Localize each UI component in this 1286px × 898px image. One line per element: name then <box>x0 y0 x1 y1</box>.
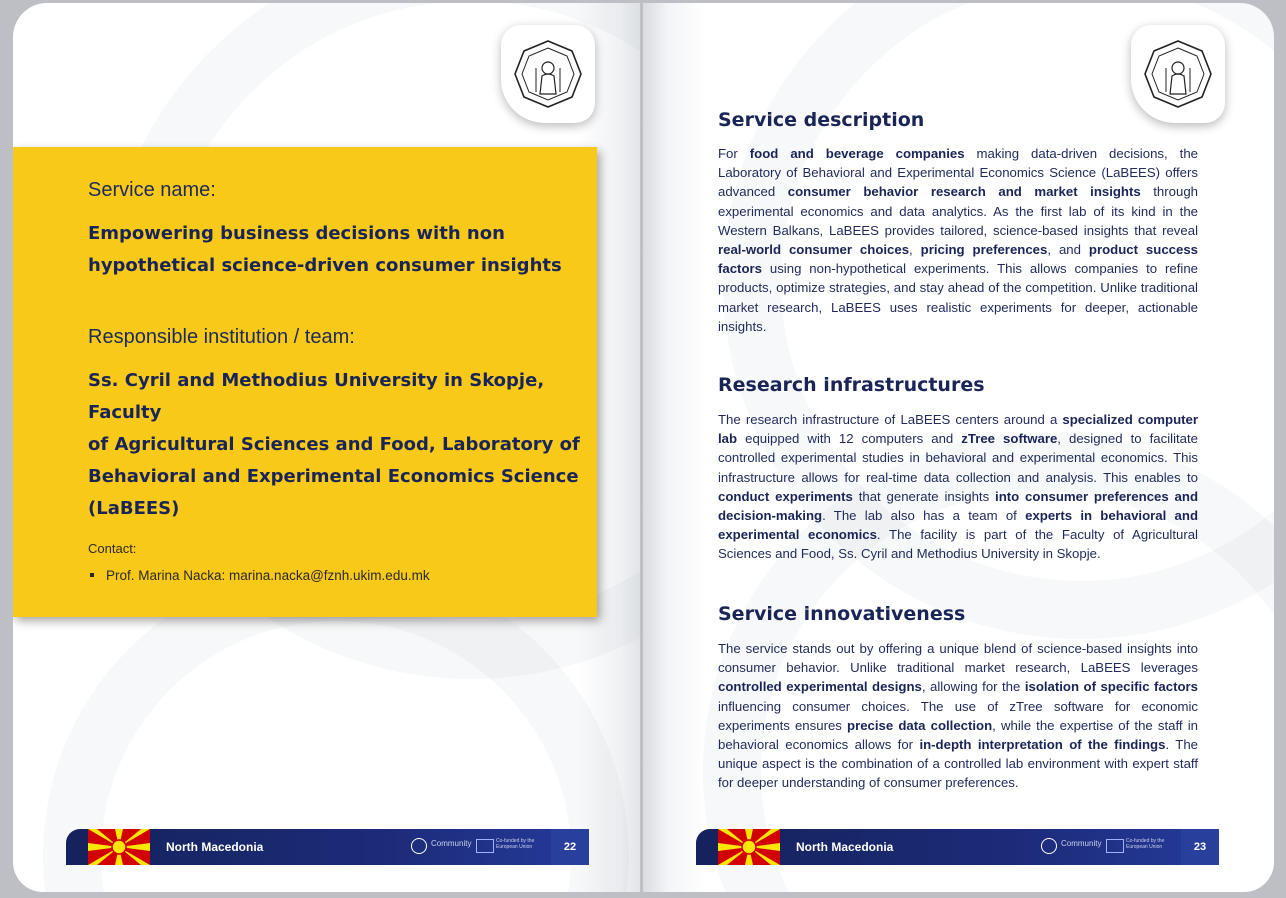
institution-label: Responsible institution / team: <box>88 326 355 348</box>
contact-label: Contact: <box>88 541 137 556</box>
right-page <box>643 3 1274 892</box>
page-number: 23 <box>1181 829 1219 865</box>
institution-line: (LaBEES) <box>88 498 180 519</box>
service-name-line: hypothetical science-driven consumer insights <box>88 255 562 276</box>
section-body: For food and beverage companies making data-driven decisions, the Laboratory of Behavioral and Experimental Economics Science (LaBEES) offers advanced consumer behavior research and market insights through experimental economics and data analytics. As the first lab of its kind in the Western Balkans, LaBEES provides tailored, science-based insights that reveal real-world consumer choices, pricing preferences, and product success factors using non-hypothetical experiments. This allows companies to refine products, optimize strategies, and stay ahead of the competition. Unlike traditional market research, LaBEES uses realistic experiments for deeper, actionable insights. <box>718 146 1198 334</box>
page-number: 22 <box>551 829 589 865</box>
service-name-label: Service name: <box>88 179 216 201</box>
service-name-line: Empowering business decisions with non <box>88 223 505 244</box>
eu-text-line: European Union <box>1126 844 1163 850</box>
left-page <box>13 3 640 892</box>
institution-line: Ss. Cyril and Methodius University in Skopje, Faculty <box>88 370 545 423</box>
service-name <box>88 218 562 282</box>
eu-text-line: Co-funded by the <box>496 838 535 844</box>
section-heading: Service innovativeness <box>718 603 966 625</box>
eu-text-line: European Union <box>496 844 533 850</box>
contact-text[interactable]: Prof. Marina Nacka: marina.nacka@fznh.ukim.edu.mk <box>106 568 430 583</box>
community-logo-icon <box>411 838 427 854</box>
eu-text-line: Co-funded by the <box>1126 838 1165 844</box>
university-logo-tab <box>501 25 595 123</box>
section-service-description <box>718 109 1198 336</box>
section-body: The service stands out by offering a unique blend of science-based insights into consumer behavior. Unlike traditional market research, LaBEES leverages controlled experimental designs, allowing for the isolation of specific factors influencing consumer choices. The use of zTree software for economic experiments ensures precise data collection, while the expertise of the staff in behavioral economics allows for in-depth interpretation of the findings. The unique aspect is the combination of a controlled lab environment with expert staff for deeper understanding of consumer preferences. <box>718 641 1198 791</box>
institution-line: of Agricultural Sciences and Food, Laboratory of <box>88 434 580 455</box>
eu-flag-icon <box>476 839 494 853</box>
section-body: The research infrastructure of LaBEES centers around a specialized computer lab equipped with 12 computers and zTree software, designed to facilitate controlled experimental studies in behavioral and experimental economics. This infrastructure allows for real-time data collection and analysis. This enables to conduct experiments that generate insights into consumer preferences and decision-making. The lab also has a team of experts in behavioral and experimental economics. The facility is part of the Faculty of Agricultural Sciences and Food, Ss. Cyril and Methodius University in Skopje. <box>718 412 1198 562</box>
page-footer <box>696 829 1219 865</box>
university-seal-icon <box>512 38 584 110</box>
page-footer <box>66 829 589 865</box>
community-text: Community <box>431 839 472 848</box>
community-text: Community <box>1061 839 1102 848</box>
institution-name <box>88 365 597 525</box>
north-macedonia-flag-icon <box>88 829 150 865</box>
institution-line: Behavioral and Experimental Economics Science <box>88 466 579 487</box>
section-service-innovativeness <box>718 603 1198 793</box>
country-name: North Macedonia <box>166 840 264 854</box>
north-macedonia-flag-icon <box>718 829 780 865</box>
eu-funding-text <box>496 838 534 850</box>
section-heading: Research infrastructures <box>718 374 985 396</box>
section-research-infrastructures <box>718 374 1198 564</box>
country-name: North Macedonia <box>796 840 894 854</box>
eu-funding-text <box>1126 838 1164 850</box>
bullet-icon <box>90 573 94 577</box>
community-logo-icon <box>1041 838 1057 854</box>
university-seal-icon <box>1142 38 1214 110</box>
contact-item <box>90 568 430 583</box>
section-heading: Service description <box>718 109 925 131</box>
eu-flag-icon <box>1106 839 1124 853</box>
service-info-box <box>13 147 597 617</box>
